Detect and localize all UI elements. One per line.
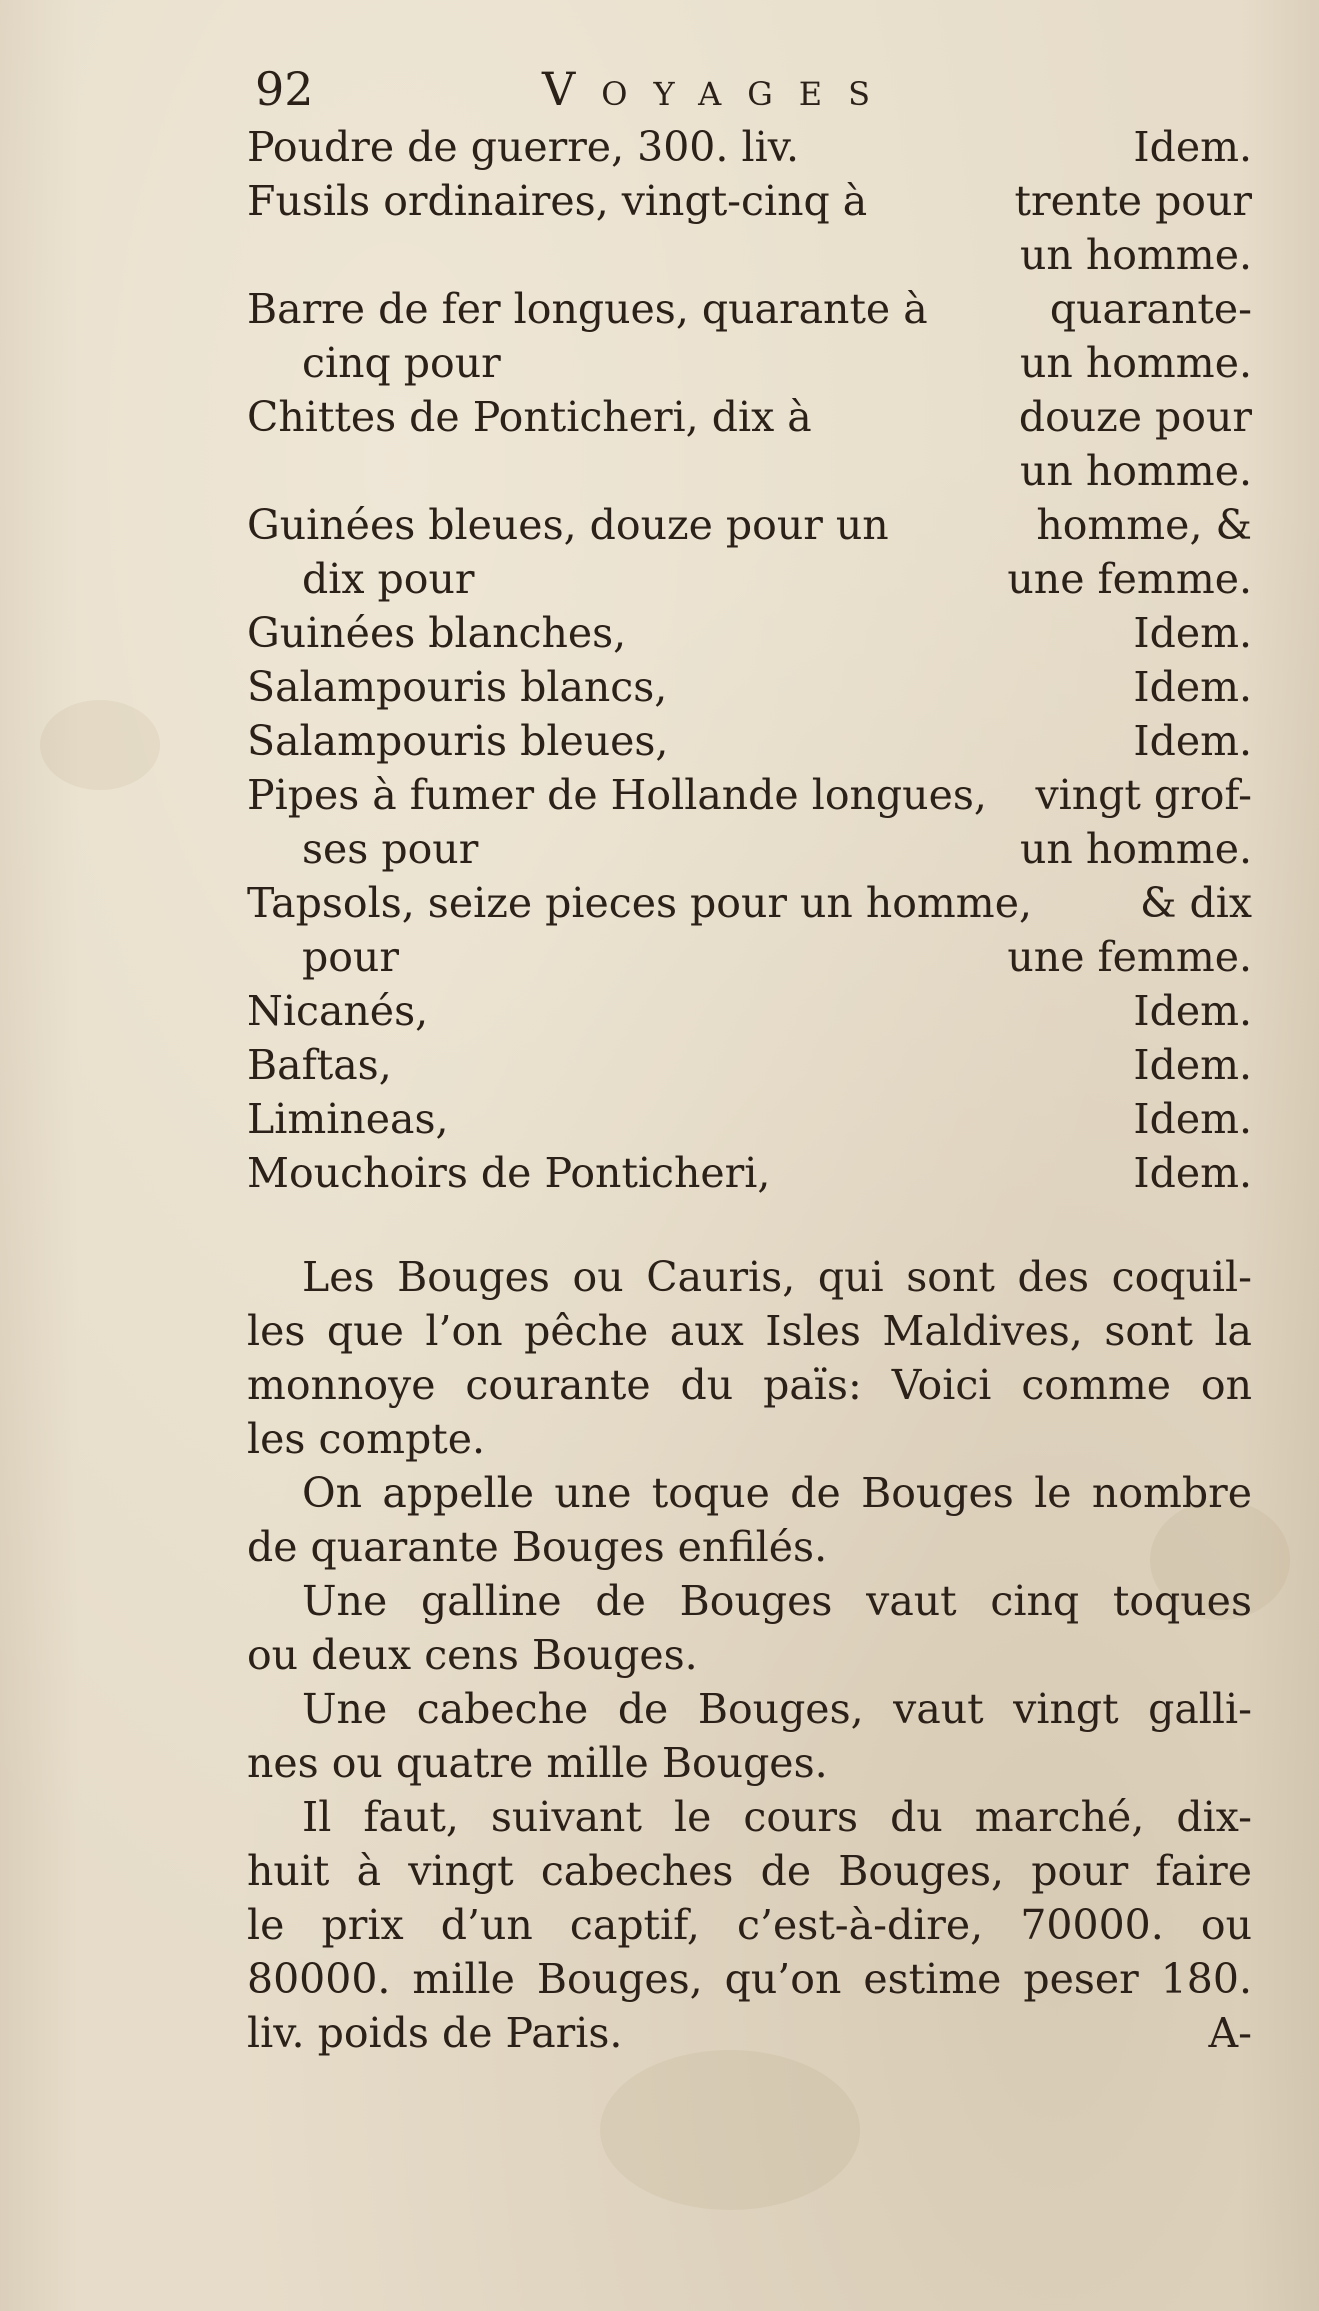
item-price: Idem. (1133, 1041, 1252, 1089)
text-line: Il faut, suivant le cours du marché, dix- (302, 1793, 1252, 1841)
text-line: 80000. mille Bouges, qu’on estime peser 180. (247, 1955, 1252, 2003)
item-price: un homme. (1020, 339, 1252, 387)
item-price: Idem. (1133, 717, 1252, 765)
list-item (247, 498, 1252, 552)
item-text: pour (302, 933, 399, 981)
item-price: un homme. (1020, 231, 1252, 279)
item-text: Baftas, (247, 1041, 392, 1089)
item-text: Chittes de Ponticheri, dix à (247, 393, 812, 441)
item-price: & dix (1139, 879, 1252, 927)
item-text: Limineas, (247, 1095, 449, 1143)
item-text: Tapsols, seize pieces pour un homme, (247, 879, 1032, 927)
item-text: ses pour (302, 825, 479, 873)
list-item (247, 228, 1252, 282)
item-text: Salampouris bleues, (247, 717, 669, 765)
text-line: de quarante Bouges enfilés. (247, 1523, 828, 1571)
text-line: nes ou quatre mille Bouges. (247, 1739, 828, 1787)
item-text: Barre de fer longues, quarante à (247, 285, 928, 333)
item-price: Idem. (1133, 609, 1252, 657)
page-header (247, 62, 1252, 128)
paragraph (247, 1574, 1252, 1682)
page-number: 92 (255, 62, 314, 116)
list-item (247, 876, 1252, 930)
item-price: un homme. (1020, 447, 1252, 495)
item-text: dix pour (302, 555, 475, 603)
list-item (247, 336, 1252, 390)
paragraph (247, 1682, 1252, 1790)
final-line-text: liv. poids de Paris. (247, 2009, 623, 2057)
list-item (247, 984, 1252, 1038)
running-head (542, 62, 896, 121)
list-item (247, 768, 1252, 822)
item-text: Nicanés, (247, 987, 429, 1035)
text-line: Une cabeche de Bouges, vaut vingt galli- (302, 1685, 1252, 1733)
paragraph (247, 1250, 1252, 1466)
text-line: les que l’on pêche aux Isles Maldives, sont la (247, 1307, 1252, 1355)
list-item (247, 1092, 1252, 1146)
item-price: un homme. (1020, 825, 1252, 873)
text-line: monnoye courante du païs: Voici comme on (247, 1361, 1252, 1409)
item-price: vingt grof- (1035, 771, 1252, 819)
text-line: ou deux cens Bouges. (247, 1631, 698, 1679)
text-line: On appelle une toque de Bouges le nombre (302, 1469, 1252, 1517)
list-item (247, 390, 1252, 444)
list-item (247, 606, 1252, 660)
item-text: Pipes à fumer de Hollande longues, (247, 771, 987, 819)
item-text: Guinées blanches, (247, 609, 627, 657)
list-item (247, 822, 1252, 876)
item-price: Idem. (1133, 663, 1252, 711)
running-head-rest: OYAGES (601, 75, 897, 113)
list-item (247, 714, 1252, 768)
item-text: cinq pour (302, 339, 501, 387)
item-price: Idem. (1133, 1149, 1252, 1197)
price-list (247, 120, 1252, 1200)
item-price: douze pour (1018, 393, 1252, 441)
list-item (247, 444, 1252, 498)
paragraph (247, 1466, 1252, 1574)
list-item (247, 1146, 1252, 1200)
list-item (247, 120, 1252, 174)
item-price: homme, & (1036, 501, 1252, 549)
item-text: Fusils ordinaires, vingt-cinq à (247, 177, 868, 225)
item-price: Idem. (1133, 1095, 1252, 1143)
text-line: le prix d’un captif, c’est-à-dire, 70000. ou (247, 1901, 1252, 1949)
running-head-initial: V (542, 62, 602, 116)
list-item (247, 660, 1252, 714)
final-line (247, 2006, 1252, 2060)
item-price: une femme. (1007, 933, 1252, 981)
item-text: Poudre de guerre, 300. liv. (247, 123, 800, 171)
list-item (247, 552, 1252, 606)
item-text: Guinées bleues, douze pour un (247, 501, 889, 549)
item-price: Idem. (1133, 123, 1252, 171)
list-item (247, 1038, 1252, 1092)
list-item (247, 174, 1252, 228)
text-line: Une galline de Bouges vaut cinq toques (302, 1577, 1252, 1625)
paragraph (247, 1790, 1252, 2006)
item-price: Idem. (1133, 987, 1252, 1035)
list-item (247, 930, 1252, 984)
list-item (247, 282, 1252, 336)
book-page (247, 62, 1252, 2060)
text-line: huit à vingt cabeches de Bouges, pour faire (247, 1847, 1252, 1895)
item-price: trente pour (1014, 177, 1252, 225)
prose-section (247, 1250, 1252, 2006)
item-price: quarante- (1049, 285, 1252, 333)
catchword: A- (1208, 2009, 1252, 2057)
item-text: Salampouris blancs, (247, 663, 668, 711)
text-line: les compte. (247, 1415, 485, 1463)
item-price: une femme. (1007, 555, 1252, 603)
text-line: Les Bouges ou Cauris, qui sont des coquil- (302, 1253, 1252, 1301)
item-text: Mouchoirs de Ponticheri, (247, 1149, 771, 1197)
